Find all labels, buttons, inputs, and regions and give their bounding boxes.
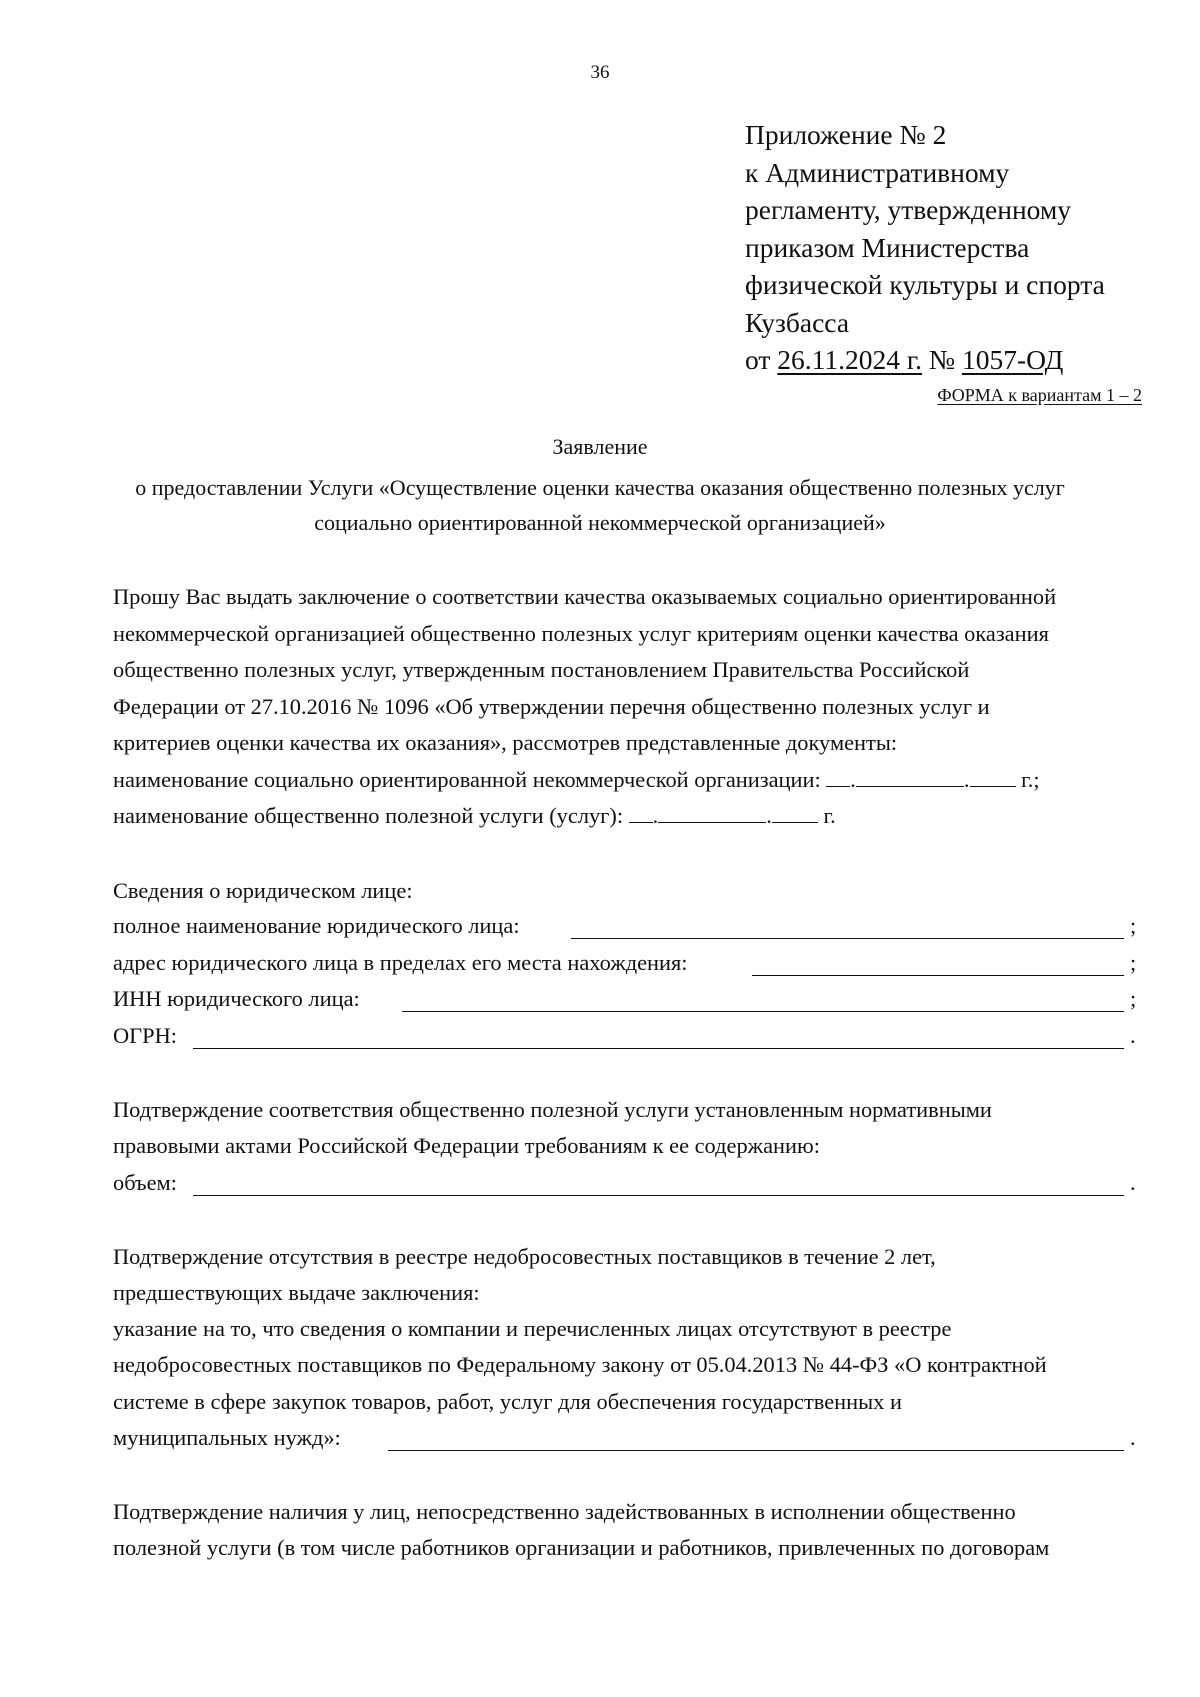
appendix-block	[745, 116, 1105, 379]
day-blank[interactable]	[826, 768, 850, 787]
appendix-line: регламенту, утвержденному	[745, 194, 1072, 225]
request-text: Федерации от 27.10.2016 № 1096 «Об утверждении перечня общественно полезных услуг и	[113, 694, 990, 719]
year-blank[interactable]	[772, 804, 818, 823]
registry-text: Подтверждение отсутствия в реестре недобросовестных поставщиков в течение 2 лет,	[113, 1244, 936, 1269]
request-text: некоммерческой организацией общественно полезных услуг критериям оценки качества оказания	[113, 621, 1049, 646]
number-prefix: №	[921, 344, 962, 375]
page-number: 36	[590, 62, 610, 83]
appendix-line: Кузбасса	[745, 306, 850, 338]
month-blank[interactable]	[658, 804, 766, 823]
appendix-line: физической культуры и спорта	[745, 269, 1105, 300]
registry-text: указание на то, что сведения о компании и перечисленных лицах отсутствуют в реестре	[113, 1316, 952, 1341]
date-prefix: от	[745, 344, 778, 375]
period: .	[1130, 1023, 1136, 1048]
address-label: адрес юридического лица в пределах его места нахождения:	[113, 950, 688, 975]
document-subtitle: социально ориентированной некоммерческой организацией»	[314, 510, 886, 535]
registry-text: недобросовестных поставщиков по Федеральному закону от 05.04.2013 № 44-ФЗ «О контрактной	[113, 1352, 1047, 1377]
year-blank[interactable]	[970, 768, 1016, 787]
inn-label: ИНН юридического лица:	[113, 986, 360, 1011]
ogrn-field[interactable]	[193, 1048, 1124, 1049]
registry-text: системе в сфере закупок товаров, работ, услуг для обеспечения государственных и	[113, 1389, 902, 1414]
semicolon: ;	[1130, 950, 1137, 975]
semicolon: ;	[1130, 986, 1137, 1011]
month-blank[interactable]	[856, 768, 964, 787]
inn-field[interactable]	[402, 1011, 1124, 1012]
staff-text: полезной услуги (в том числе работников организации и работников, привлеченных по договорам	[113, 1535, 1050, 1560]
request-text: Прошу Вас выдать заключение о соответствии качества оказываемых социально ориентированной	[113, 584, 1057, 609]
service-name-label: наименование общественно полезной услуги (услуг):	[113, 803, 624, 828]
service-name-line: наименование общественно полезной услуги (услуг): . . г.	[113, 803, 836, 828]
period: .	[1130, 1425, 1136, 1450]
order-number: 1057-ОД	[961, 344, 1064, 375]
compliance-text: Подтверждение соответствия общественно полезной услуги установленным нормативными	[113, 1097, 992, 1122]
appendix-title: Приложение № 2	[745, 119, 947, 150]
request-text: общественно полезных услуг, утвержденным постановлением Правительства Российской	[113, 657, 970, 682]
year-suffix: г.	[823, 803, 836, 828]
address-field[interactable]	[752, 975, 1124, 976]
appendix-order-line	[745, 341, 1105, 379]
org-name-label: наименование социально ориентированной некоммерческой организации:	[113, 767, 821, 792]
period: .	[1130, 1170, 1136, 1195]
compliance-text: правовыми актами Российской Федерации требованиям к ее содержанию:	[113, 1133, 820, 1158]
year-suffix: г.;	[1021, 767, 1040, 792]
appendix-line: приказом Министерства	[745, 231, 1030, 263]
staff-text: Подтверждение наличия у лиц, непосредственно задействованных в исполнении общественно	[113, 1499, 1016, 1524]
appendix-line: к Административному	[745, 156, 1010, 188]
ogrn-label: ОГРН:	[113, 1023, 177, 1048]
semicolon: ;	[1130, 913, 1137, 938]
order-date: 26.11.2024 г.	[777, 344, 922, 375]
full-name-field[interactable]	[571, 938, 1124, 939]
volume-label: объем:	[113, 1170, 177, 1195]
day-blank[interactable]	[629, 804, 653, 823]
registry-label: муниципальных нужд»:	[113, 1425, 341, 1450]
volume-field[interactable]	[193, 1195, 1124, 1196]
document-heading: Заявление	[552, 434, 648, 459]
registry-text: предшествующих выдаче заключения:	[113, 1280, 480, 1305]
form-variant-note: ФОРМА к вариантам 1 – 2	[937, 385, 1142, 405]
registry-field[interactable]	[388, 1450, 1124, 1451]
org-name-line: наименование социально ориентированной некоммерческой организации: . . г.;	[113, 767, 1040, 792]
legal-heading: Сведения о юридическом лице:	[113, 878, 413, 903]
document-subtitle: о предоставлении Услуги «Осуществление оценки качества оказания общественно полезных услуг	[135, 475, 1065, 500]
full-name-label: полное наименование юридического лица:	[113, 913, 520, 938]
request-text: критериев оценки качества их оказания», рассмотрев представленные документы:	[113, 730, 898, 755]
